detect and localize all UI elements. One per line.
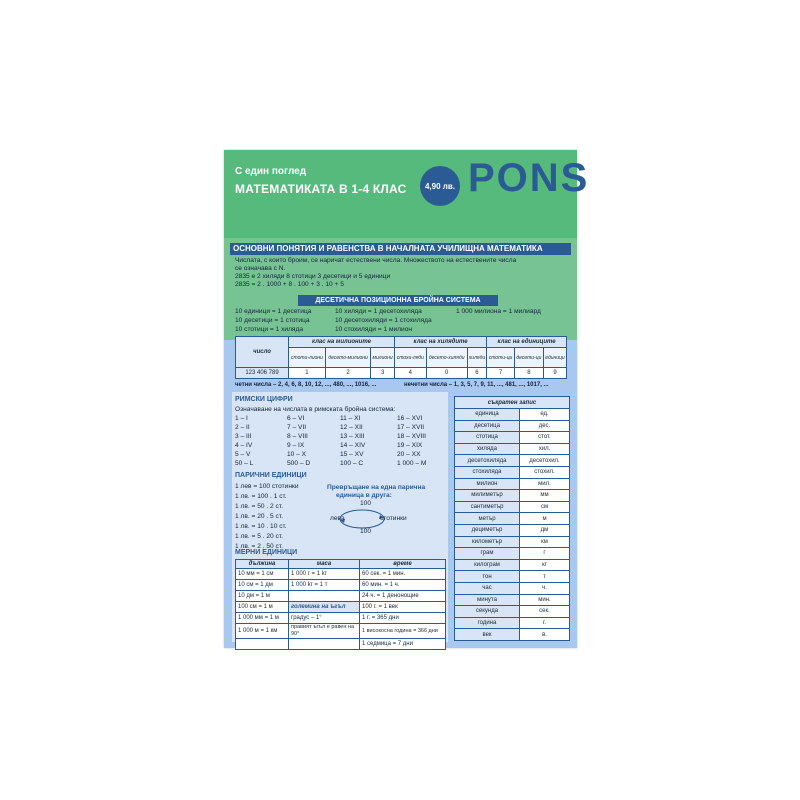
- measure-cell: 1 000 м = 1 км: [236, 624, 289, 639]
- header-time: време: [360, 560, 446, 569]
- abbr-term: километър: [455, 536, 520, 548]
- abbr-row: [455, 490, 570, 502]
- abbr-row: [455, 617, 570, 629]
- even-numbers: четни числа – 2, 4, 6, 8, 10, 12, ..., 480, ..., 1016, ...: [235, 382, 377, 388]
- price-badge: 4,90 лв.: [420, 166, 460, 206]
- abbr-row: [455, 455, 570, 467]
- measure-cell: 100 см = 1 м: [236, 602, 289, 613]
- money-line: 1 лв. = 5 . 20 ст.: [235, 533, 283, 540]
- sub-header: стоти-ци: [487, 348, 515, 368]
- roman-item: 17 – XVII: [397, 424, 425, 431]
- sub-header: хиляди: [467, 348, 486, 368]
- measure-cell: 1 000 г = 1 kг: [289, 569, 360, 580]
- abbr-short: в.: [520, 629, 570, 641]
- abbr-row: [455, 443, 570, 455]
- abbr-term: единица: [455, 409, 520, 421]
- money-line: 1 лв. = 100 . 1 ст.: [235, 493, 287, 500]
- measure-cell: [236, 639, 289, 650]
- abbr-short: ч.: [520, 582, 570, 594]
- abbr-term: десетохиляда: [455, 455, 520, 467]
- abbr-term: минута: [455, 594, 520, 606]
- abbr-row: [455, 432, 570, 444]
- intro-heading: ОСНОВНИ ПОНЯТИЯ И РАВЕНСТВА В НАЧАЛНАТА УЧИЛИЩНА МАТЕМАТИКА: [230, 243, 571, 255]
- abbr-term: век: [455, 629, 520, 641]
- abbr-term: милиметър: [455, 490, 520, 502]
- abbr-row: [455, 409, 570, 421]
- abbr-term: час: [455, 582, 520, 594]
- abbr-short: г: [520, 548, 570, 560]
- abbr-short: м: [520, 513, 570, 525]
- product-card: [224, 150, 590, 648]
- roman-item: 18 – XVIII: [397, 433, 426, 440]
- abbr-term: сантиметър: [455, 501, 520, 513]
- class-units: клас на единиците: [487, 337, 567, 348]
- measure-cell: 10 мм = 1 см: [236, 569, 289, 580]
- digit-cell: 7: [487, 368, 515, 379]
- measure-cell: 60 сек. = 1 мин.: [360, 569, 446, 580]
- sub-header: милиони: [371, 348, 395, 368]
- measure-cell: 1 седмица = 7 дни: [360, 639, 446, 650]
- roman-item: 3 – III: [235, 433, 252, 440]
- digit-cell: 9: [543, 368, 566, 379]
- col-number: число: [236, 337, 289, 368]
- convert-left-label: лева: [330, 515, 345, 522]
- positional-eq: 1 000 милиона = 1 милиард: [456, 308, 541, 315]
- positional-eq: 10 стотици = 1 хиляда: [235, 326, 304, 333]
- abbr-row: [455, 594, 570, 606]
- roman-item: 10 – X: [287, 451, 307, 458]
- money-line: 1 лв. = 2 . 50 ст.: [235, 543, 283, 550]
- abbr-term: секунда: [455, 606, 520, 618]
- digit-cell: 1: [289, 368, 326, 379]
- sub-header: десети-ци: [514, 348, 543, 368]
- digit-cell: 8: [514, 368, 543, 379]
- abbr-row: [455, 524, 570, 536]
- abbreviations-list: [454, 408, 570, 641]
- roman-item: 2 – II: [235, 424, 250, 431]
- money-heading: ПАРИЧНИ ЕДИНИЦИ: [235, 472, 307, 479]
- abbr-term: грам: [455, 548, 520, 560]
- abbr-short: десетохил.: [520, 455, 570, 467]
- measure-cell: 1 високосна година = 366 дни: [360, 624, 446, 639]
- abbr-term: година: [455, 617, 520, 629]
- abbr-row: [455, 513, 570, 525]
- abbr-term: стотица: [455, 432, 520, 444]
- roman-item: 1 000 – M: [397, 460, 427, 467]
- class-millions: клас на милионите: [289, 337, 395, 348]
- intro-line-1: Числата, с които броим, се наричат естествени числа. Множеството на естествените числа: [235, 257, 517, 264]
- abbr-short: т: [520, 571, 570, 583]
- measure-cell: градус – 1°: [289, 613, 360, 624]
- page-title: МАТЕМАТИКАТА В 1-4 КЛАС: [235, 182, 407, 196]
- abbr-term: десетица: [455, 420, 520, 432]
- money-line: 1 лв. = 50 . 2 ст.: [235, 503, 283, 510]
- header-mass: маса: [289, 560, 360, 569]
- sub-header: стоти-лиони: [289, 348, 326, 368]
- digit-cell: 2: [325, 368, 370, 379]
- abbr-term: килограм: [455, 559, 520, 571]
- convert-right-label: стотинки: [380, 515, 407, 522]
- positional-eq: 10 хиляди = 1 десетохиляда: [335, 308, 422, 315]
- header-length: дължина: [236, 560, 289, 569]
- positional-eq: 10 десетици = 1 стотица: [235, 317, 310, 324]
- odd-numbers: нечетни числа – 1, 3, 5, 7, 9, 11, ..., 481, ..., 1017, ...: [404, 382, 549, 388]
- measure-cell: 1 000 kг = 1 т: [289, 580, 360, 591]
- intro-line-3: 2835 е 2 хиляди 8 стотици 3 десетици и 5 единици: [235, 273, 391, 280]
- roman-item: 19 – XIX: [397, 442, 423, 449]
- sub-header: десето-хиляди: [426, 348, 467, 368]
- roman-item: 16 – XVI: [397, 415, 423, 422]
- measure-cell: 24 ч. = 1 денонощие: [360, 591, 446, 602]
- roman-item: 50 – L: [235, 460, 254, 467]
- positional-heading: ДЕСЕТИЧНА ПОЗИЦИОННА БРОЙНА СИСТЕМА: [298, 295, 498, 306]
- abbr-short: км: [520, 536, 570, 548]
- positional-table: [235, 336, 567, 379]
- positional-eq: 10 единици = 1 десетица: [235, 308, 312, 315]
- abbr-short: дм: [520, 524, 570, 536]
- roman-item: 4 – IV: [235, 442, 253, 449]
- subtitle: С един поглед: [235, 166, 307, 177]
- sub-header: стохи-ляди: [394, 348, 426, 368]
- roman-item: 13 – XIII: [340, 433, 365, 440]
- abbr-row: [455, 559, 570, 571]
- abbr-row: [455, 606, 570, 618]
- abbr-term: стохиляда: [455, 466, 520, 478]
- header: [224, 150, 590, 238]
- intro-line-4: 2835 = 2 . 1000 + 8 . 100 + 3 . 10 + 5: [235, 281, 344, 288]
- abbr-term: дециметър: [455, 524, 520, 536]
- measure-cell: 100 г. = 1 век: [360, 602, 446, 613]
- abbr-short: дес.: [520, 420, 570, 432]
- abbr-row: [455, 548, 570, 560]
- money-line: 1 лв. = 20 . 5 ст.: [235, 513, 283, 520]
- measure-cell: правият ъгъл е равен на 90°: [289, 624, 360, 639]
- abbr-short: мил.: [520, 478, 570, 490]
- abbr-short: мин.: [520, 594, 570, 606]
- angle-heading: големина на ъгъл: [289, 602, 360, 613]
- abbr-term: метър: [455, 513, 520, 525]
- convert-top-number: 100: [360, 500, 372, 507]
- abbr-row: [455, 420, 570, 432]
- abbr-row: [455, 478, 570, 490]
- roman-intro: Означаване на числата в римската бройна система:: [235, 406, 396, 413]
- roman-item: 500 – D: [287, 460, 311, 467]
- roman-item: 11 – XI: [340, 415, 361, 422]
- measure-cell: 1 г. = 365 дни: [360, 613, 446, 624]
- sub-header: десето-милиони: [325, 348, 370, 368]
- abbr-row: [455, 582, 570, 594]
- abbr-short: ед.: [520, 409, 570, 421]
- abbr-heading: съкратен запис: [455, 397, 570, 409]
- roman-item: 100 – C: [340, 460, 364, 467]
- roman-item: 7 – VII: [287, 424, 307, 431]
- abbr-short: г.: [520, 617, 570, 629]
- abbr-row: [455, 501, 570, 513]
- roman-item: 5 – V: [235, 451, 251, 458]
- roman-item: 8 – VIII: [287, 433, 308, 440]
- roman-item: 12 – XII: [340, 424, 363, 431]
- sub-header: единици: [543, 348, 566, 368]
- abbr-short: см: [520, 501, 570, 513]
- positional-eq: 10 десетохиляди = 1 стохиляда: [335, 317, 432, 324]
- convert-bottom-number: 100: [360, 528, 372, 535]
- positional-eq: 10 стохиляди = 1 милион: [335, 326, 412, 333]
- measure-cell: 10 см = 1 дм: [236, 580, 289, 591]
- convert-title: единица в друга:: [336, 492, 392, 499]
- roman-item: 20 – XX: [397, 451, 421, 458]
- measures-table: [235, 559, 446, 650]
- abbr-short: стохил.: [520, 466, 570, 478]
- number-cell: 123 406 789: [236, 368, 289, 379]
- digit-cell: 3: [371, 368, 395, 379]
- measure-cell: 10 дм = 1 м: [236, 591, 289, 602]
- abbr-short: стот.: [520, 432, 570, 444]
- abbr-row: [455, 466, 570, 478]
- abbr-term: милион: [455, 478, 520, 490]
- digit-cell: 4: [394, 368, 426, 379]
- abbr-term: тон: [455, 571, 520, 583]
- money-line: 1 лв. = 10 . 10 ст.: [235, 523, 287, 530]
- abbr-short: сек.: [520, 606, 570, 618]
- roman-item: 14 – XIV: [340, 442, 366, 449]
- digit-cell: 0: [426, 368, 467, 379]
- intro-line-2: се означава с N.: [235, 265, 286, 272]
- measure-cell: 60 мин. = 1 ч.: [360, 580, 446, 591]
- roman-item: 9 – IX: [287, 442, 305, 449]
- abbr-row: [455, 536, 570, 548]
- abbr-term: хиляда: [455, 443, 520, 455]
- abbr-row: [455, 629, 570, 641]
- abbr-short: хил.: [520, 443, 570, 455]
- digit-cell: 6: [467, 368, 486, 379]
- convert-title: Превръщане на една парична: [327, 484, 426, 491]
- abbr-short: мм: [520, 490, 570, 502]
- measures-heading: МЕРНИ ЕДИНИЦИ: [235, 549, 298, 556]
- roman-item: 6 – VI: [287, 415, 305, 422]
- measure-cell: [289, 591, 360, 602]
- roman-heading: РИМСКИ ЦИФРИ: [235, 396, 293, 403]
- money-line: 1 лев = 100 стотинки: [235, 483, 299, 490]
- measure-cell: 1 000 мм = 1 м: [236, 613, 289, 624]
- roman-item: 15 – XV: [340, 451, 364, 458]
- measure-cell: [289, 639, 360, 650]
- pons-logo: PONS: [468, 156, 590, 200]
- abbr-row: [455, 571, 570, 583]
- class-thousands: клас на хилядите: [394, 337, 486, 348]
- roman-item: 1 – I: [235, 415, 248, 422]
- abbr-short: кг: [520, 559, 570, 571]
